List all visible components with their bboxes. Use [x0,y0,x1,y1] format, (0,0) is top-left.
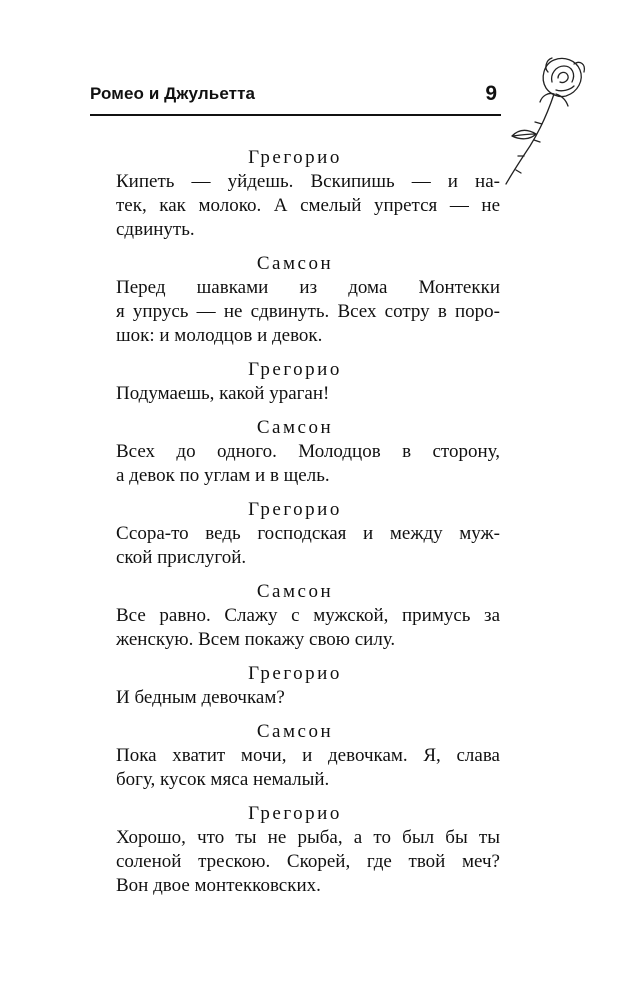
rose-icon [496,42,596,192]
speech-line: богу, кусок мяса немалый. [116,769,330,790]
speaker-name: Грегорио [248,499,342,520]
speech [90,686,500,710]
speech-line: Кипеть — уйдешь. Вскипишь — и на- [116,171,500,192]
speech-line: Все равно. Слажу с мужской, примусь за [116,605,500,626]
speech-line: а девок по углам и в щель. [116,465,330,486]
speech-line: Всех до одного. Молодцов в сторону, [116,441,500,462]
speech [90,382,500,406]
speech [90,744,500,792]
speaker-name: Грегорио [248,359,342,380]
speaker-name: Грегорио [248,663,342,684]
speech [90,170,500,242]
speech-line: тек, как молоко. А смелый упрется — не [116,195,500,216]
speech-line: шок: и молодцов и девок. [116,325,323,346]
speech-line: И бедным девочкам? [116,687,285,708]
speaker-name: Грегорио [248,147,342,168]
speaker-name: Самсон [256,581,334,602]
play-text [90,140,500,898]
speech-line: Хорошо, что ты не рыба, а то был бы ты [116,827,500,848]
speaker-name: Грегорио [248,803,342,824]
speech [90,604,500,652]
speech-line: Перед шавками из дома Монтекки [116,277,500,298]
speech-line: Подумаешь, какой ураган! [116,383,330,404]
speech-line: ской прислугой. [116,547,247,568]
speech-line: Вон двое монтекковских. [116,875,321,896]
running-head [90,82,499,112]
header-rule [90,114,501,116]
speech [90,522,500,570]
speaker-name: Самсон [256,417,334,438]
speech-line: Пока хватит мочи, и девочкам. Я, слава [116,745,500,766]
speech [90,440,500,488]
speech [90,826,500,898]
speech-line: женскую. Всем покажу свою силу. [116,629,396,650]
speech-line: сдвинуть. [116,219,195,240]
speaker-name: Самсон [256,253,334,274]
speech-line: соленой трескою. Скорей, где твой меч? [116,851,500,872]
speech-line: Ссора-то ведь господская и между муж- [116,523,500,544]
book-title: Ромео и Джульетта [90,84,256,103]
speech-line: я упрусь — не сдвинуть. Всех сотру в поро- [116,301,500,322]
speech [90,276,500,348]
speaker-name: Самсон [256,721,334,742]
page-number: 9 [485,82,497,105]
